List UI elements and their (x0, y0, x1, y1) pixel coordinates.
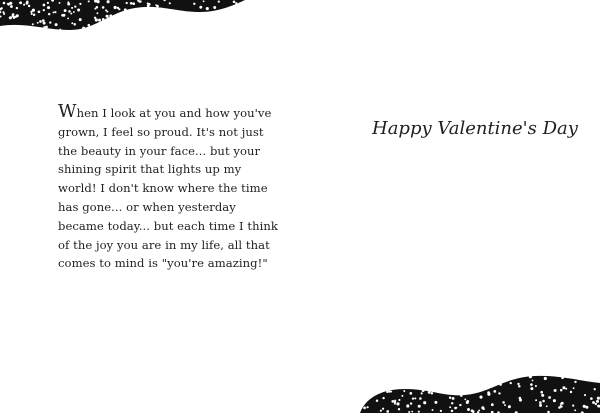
polka-dot (233, 0, 236, 3)
polka-dot (367, 406, 369, 408)
polka-dot (398, 399, 400, 401)
polka-dot (48, 7, 50, 9)
polka-dot (87, 24, 90, 27)
polka-dot (544, 377, 547, 380)
polka-dot (67, 1, 69, 3)
polka-dot (43, 22, 46, 25)
polka-dot (9, 2, 12, 5)
polka-dot (540, 391, 543, 394)
polka-dot (48, 13, 50, 15)
polka-dot (502, 401, 505, 404)
polka-dot (7, 3, 9, 5)
polka-dot (363, 407, 366, 410)
polka-dot (449, 396, 451, 398)
polka-dot (102, 18, 105, 21)
polka-dot (570, 391, 572, 393)
polka-dot (95, 18, 98, 21)
polka-dot (0, 7, 2, 9)
polka-dot (565, 388, 567, 390)
polka-dot (26, 2, 29, 5)
polka-dot (79, 18, 82, 21)
polka-dot (403, 390, 405, 392)
polka-dot (382, 397, 384, 399)
polka-dot (16, 7, 18, 9)
polka-dot (422, 389, 425, 392)
polka-dot (498, 392, 500, 394)
polka-dot (73, 23, 76, 26)
polka-dot (414, 397, 416, 399)
polka-dot (573, 387, 575, 389)
polka-dot (42, 19, 45, 22)
polka-dot (39, 20, 42, 23)
polka-dot (451, 402, 453, 404)
polka-dot (71, 7, 73, 9)
polka-dot (519, 399, 522, 402)
polka-dot (67, 17, 69, 19)
polka-dot (43, 9, 45, 11)
polka-dot (68, 10, 71, 13)
polka-dot-wave-top (0, 0, 245, 40)
polka-dot (19, 1, 22, 4)
polka-dot (59, 2, 61, 4)
polka-dot (535, 399, 537, 401)
polka-dot (539, 404, 542, 407)
polka-dot (62, 14, 65, 17)
polka-dot (52, 11, 54, 13)
polka-dot (590, 397, 593, 400)
polka-dot (107, 0, 110, 3)
polka-dot (64, 9, 67, 12)
polka-dot (562, 386, 565, 389)
polka-dot (541, 394, 544, 397)
polka-dot (33, 14, 36, 16)
polka-dot (553, 399, 556, 402)
polka-dot (10, 5, 13, 8)
polka-dot (409, 392, 412, 395)
polka-dot (28, 5, 30, 7)
polka-dot (530, 383, 533, 386)
polka-dot (479, 396, 482, 399)
polka-dot (418, 405, 421, 408)
polka-dot (411, 411, 413, 413)
polka-dot (391, 400, 394, 403)
polka-dot (394, 403, 396, 405)
polka-dot (386, 391, 388, 393)
polka-dot (418, 411, 420, 413)
polka-dot (114, 6, 117, 9)
polka-dot (45, 26, 48, 29)
polka-dot (574, 409, 576, 411)
polka-dot (560, 389, 563, 392)
polka-dot (432, 409, 434, 411)
polka-dot (546, 405, 548, 407)
polka-dot (132, 2, 135, 5)
polka-dot (585, 406, 588, 409)
polka-dot (595, 403, 597, 405)
polka-dot (421, 392, 423, 394)
polka-dot (454, 407, 457, 410)
polka-dot (382, 408, 384, 410)
polka-dot (467, 408, 470, 411)
polka-dot (98, 19, 101, 22)
polka-dot (88, 0, 90, 2)
polka-dot (530, 387, 533, 390)
polka-dot (572, 405, 574, 407)
polka-dot (434, 401, 437, 404)
polka-dot (423, 401, 426, 404)
polka-dot (213, 6, 216, 9)
polka-dot (440, 410, 442, 412)
polka-dot (517, 383, 519, 385)
polka-dot (510, 382, 512, 384)
polka-dot (54, 11, 56, 13)
polka-dot (460, 394, 463, 397)
polka-dot (203, 0, 205, 2)
polka-dot (106, 11, 108, 13)
polka-dot (109, 14, 112, 17)
polka-dot (71, 22, 73, 24)
polka-dot (169, 2, 171, 4)
polka-dot (535, 385, 537, 387)
polka-dot (464, 399, 466, 401)
polka-dot (554, 389, 557, 392)
polka-dot (130, 2, 133, 5)
polka-dot (466, 401, 469, 404)
polka-dot-wave-bottom (360, 371, 600, 413)
polka-dot (218, 0, 220, 2)
polka-dot (124, 8, 127, 11)
polka-dot (596, 400, 599, 403)
polka-dot (147, 4, 150, 7)
polka-dot (38, 10, 41, 13)
polka-dot (401, 395, 403, 397)
drop-cap: W (58, 101, 77, 122)
polka-dot (55, 23, 58, 26)
polka-dot (94, 8, 96, 10)
polka-dot (12, 15, 15, 18)
polka-dot (592, 401, 595, 404)
polka-dot (43, 4, 46, 7)
polka-dot (410, 402, 412, 404)
polka-dot (15, 16, 17, 18)
polka-dot (155, 4, 157, 6)
polka-dot (199, 6, 202, 9)
polka-dot (117, 7, 119, 9)
polka-dot (70, 12, 72, 14)
polka-dot (9, 16, 12, 19)
message-text (58, 101, 278, 273)
polka-dot (235, 2, 237, 4)
polka-dot (376, 400, 378, 402)
polka-dot (574, 381, 576, 383)
greeting-title: Happy Valentine's Day (372, 118, 578, 139)
polka-dot (499, 383, 502, 386)
polka-dot (43, 26, 45, 28)
polka-dot (594, 388, 596, 390)
polka-dot (77, 8, 80, 11)
polka-dot (388, 390, 391, 393)
polka-dot (32, 23, 34, 25)
polka-dot (451, 410, 454, 413)
polka-dot (37, 22, 39, 24)
polka-dot (193, 3, 195, 5)
polka-dot (73, 11, 75, 13)
polka-dot (380, 410, 382, 412)
polka-dot (79, 3, 81, 5)
polka-dot (398, 408, 400, 410)
polka-dot (396, 402, 399, 405)
polka-dot (31, 13, 33, 15)
polka-dot (529, 375, 532, 378)
polka-dot (548, 396, 551, 399)
message-body: hen I look at you and how you've grown, I feel so proud. It's not just the beauty in your face... but your shining spirit that lights up my world! I don't know where the time has gone... or when yesterday became today... but each time I think of the joy you are in my life, all that comes to mind is "you're amazing!" (58, 106, 278, 271)
polka-dot (386, 410, 389, 413)
polka-dot (561, 402, 564, 405)
polka-dot (491, 403, 494, 406)
polka-dot (47, 2, 49, 4)
polka-dot (560, 405, 562, 407)
polka-dot (412, 397, 414, 399)
polka-dot (493, 390, 496, 393)
polka-dot (542, 400, 545, 403)
polka-dot (478, 409, 480, 411)
polka-dot (96, 12, 98, 14)
polka-dot (419, 397, 422, 400)
polka-dot (539, 401, 542, 404)
polka-dot (449, 406, 451, 408)
polka-dot (3, 13, 5, 15)
polka-dot (583, 405, 586, 408)
polka-dot (487, 391, 490, 394)
polka-dot (431, 392, 434, 395)
polka-dot (394, 400, 396, 402)
polka-dot (3, 2, 6, 5)
polka-dot (206, 7, 209, 10)
polka-dot (406, 404, 409, 407)
polka-dot (597, 397, 600, 400)
polka-dot (30, 11, 32, 13)
polka-dot (82, 27, 85, 30)
polka-dot (59, 29, 61, 31)
polka-dot (532, 380, 534, 382)
polka-dot (102, 6, 105, 9)
polka-dot (428, 391, 431, 394)
polka-dot (584, 394, 586, 396)
polka-dot (452, 397, 455, 400)
polka-dot (508, 405, 511, 408)
polka-dot (126, 2, 128, 4)
polka-dot (106, 15, 109, 18)
polka-dot (561, 376, 564, 379)
polka-dot (482, 408, 484, 410)
polka-dot (518, 385, 521, 388)
polka-dot (558, 406, 561, 409)
polka-dot (504, 404, 506, 406)
polka-dot (74, 5, 76, 7)
polka-dot (49, 21, 51, 23)
polka-dot (23, 4, 25, 6)
polka-dot (459, 404, 461, 406)
